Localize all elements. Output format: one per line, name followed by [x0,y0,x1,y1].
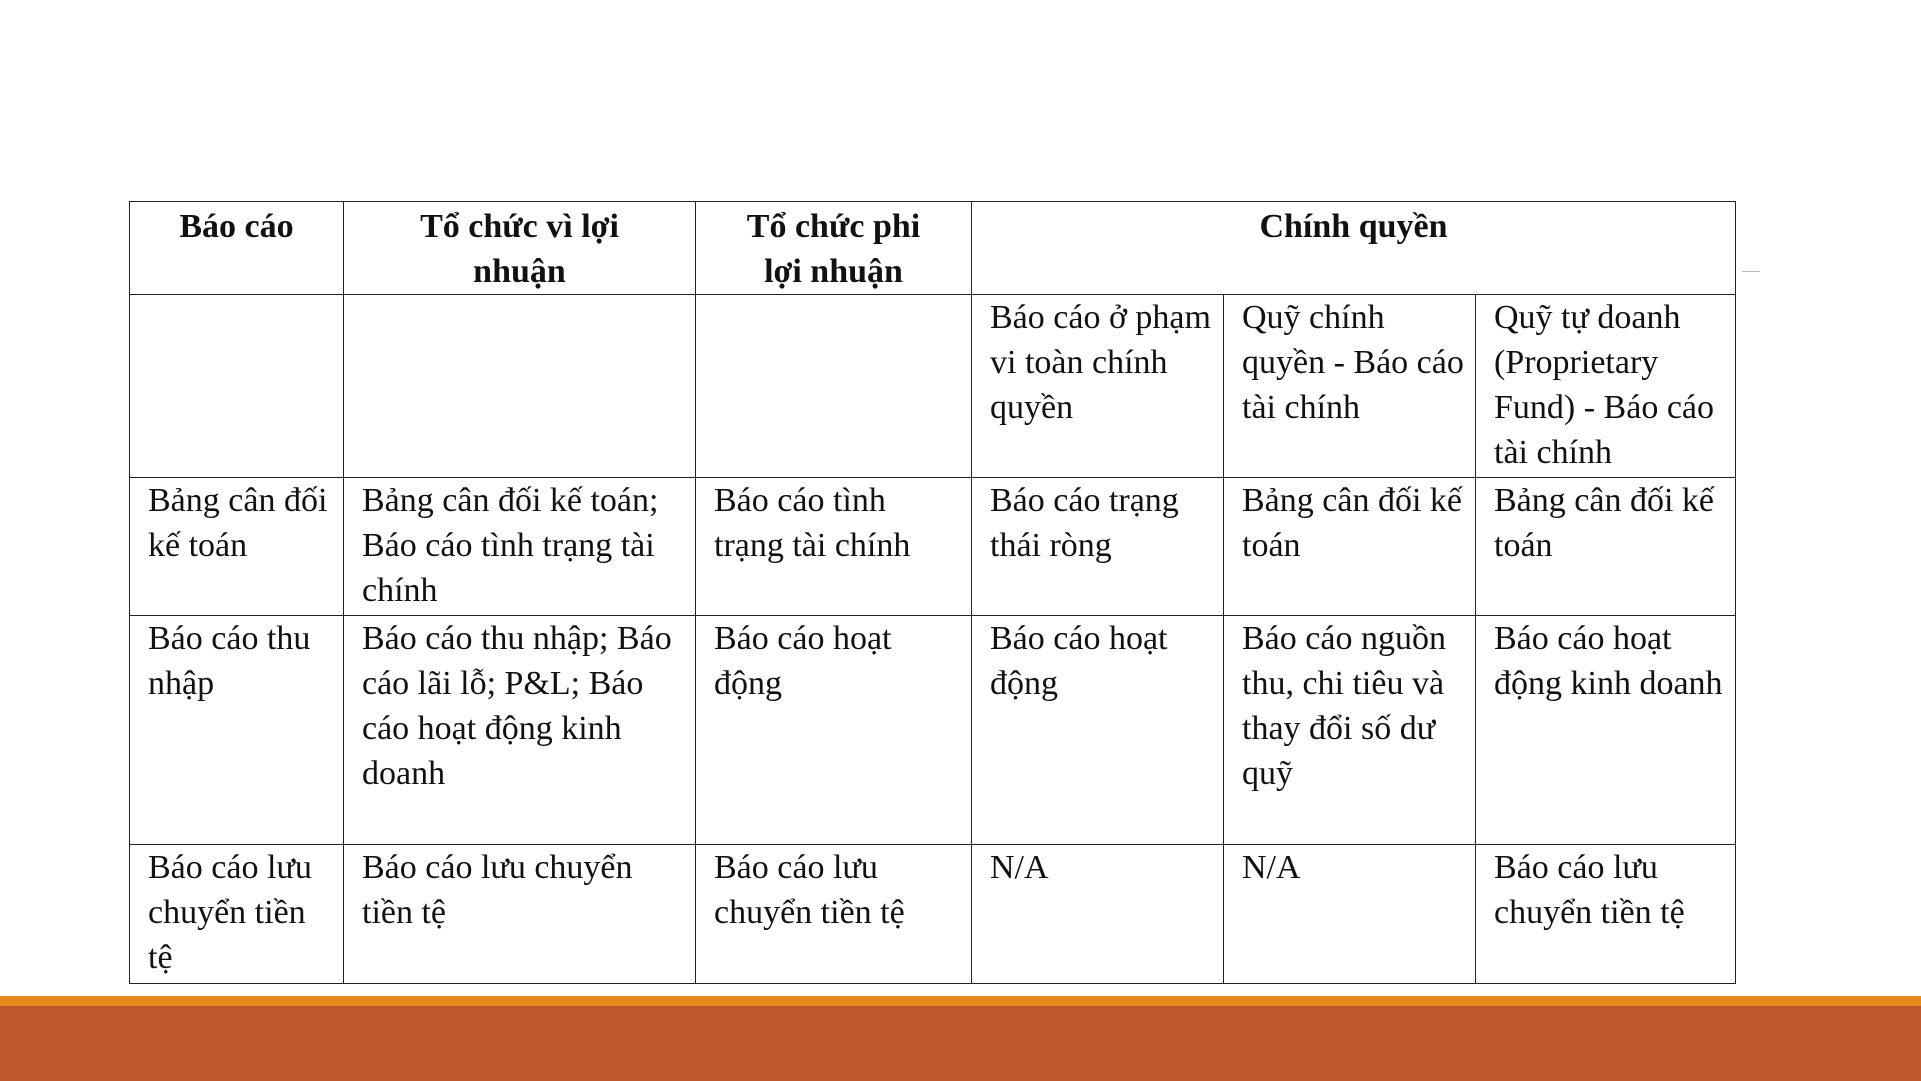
side-dash-mark [1742,271,1760,272]
table-cell: Báo cáo nguồn thu, chi tiêu và thay đổi số dư quỹ [1224,616,1476,845]
table-subheader-row [130,295,1736,478]
header-non-profit: Tổ chức phi lợi nhuận [696,202,972,295]
subheader-proprietary-fund: Quỹ tự doanh (Proprietary Fund) - Báo cáo tài chính [1476,295,1736,478]
table-cell: N/A [972,845,1224,984]
table-cell: Báo cáo lưu chuyển tiền tệ [344,845,696,984]
table-cell: Báo cáo hoạt động kinh doanh [1476,616,1736,845]
footer-accent-bar [0,996,1921,1006]
subheader-gov-fund: Quỹ chính quyền - Báo cáo tài chính [1224,295,1476,478]
header-report: Báo cáo [130,202,344,295]
table-cell: Báo cáo thu nhập; Báo cáo lãi lỗ; P&L; Báo cáo hoạt động kinh doanh [344,616,696,845]
table-cell: Bảng cân đối kế toán [130,478,344,616]
table-cell: Bảng cân đối kế toán [1476,478,1736,616]
table-row [130,845,1736,984]
table-cell [696,295,972,478]
subheader-gov-wide: Báo cáo ở phạm vi toàn chính quyền [972,295,1224,478]
table-cell: Báo cáo hoạt động [696,616,972,845]
header-for-profit: Tổ chức vì lợi nhuận [344,202,696,295]
table-cell [130,295,344,478]
table-cell: Báo cáo hoạt động [972,616,1224,845]
table-cell: N/A [1224,845,1476,984]
table-row [130,478,1736,616]
table-cell: Báo cáo thu nhập [130,616,344,845]
header-government: Chính quyền [972,202,1736,295]
table-cell: Báo cáo lưu chuyển tiền tệ [696,845,972,984]
table-cell: Báo cáo lưu chuyển tiền tệ [130,845,344,984]
table-cell: Bảng cân đối kế toán [1224,478,1476,616]
footer-bar [0,1006,1921,1081]
table-cell: Báo cáo tình trạng tài chính [696,478,972,616]
table-row [130,616,1736,845]
table-cell: Bảng cân đối kế toán; Báo cáo tình trạng tài chính [344,478,696,616]
table-cell: Báo cáo lưu chuyển tiền tệ [1476,845,1736,984]
table-cell [344,295,696,478]
financial-reports-table [129,201,1736,984]
table-cell: Báo cáo trạng thái ròng [972,478,1224,616]
table-header-row [130,202,1736,295]
